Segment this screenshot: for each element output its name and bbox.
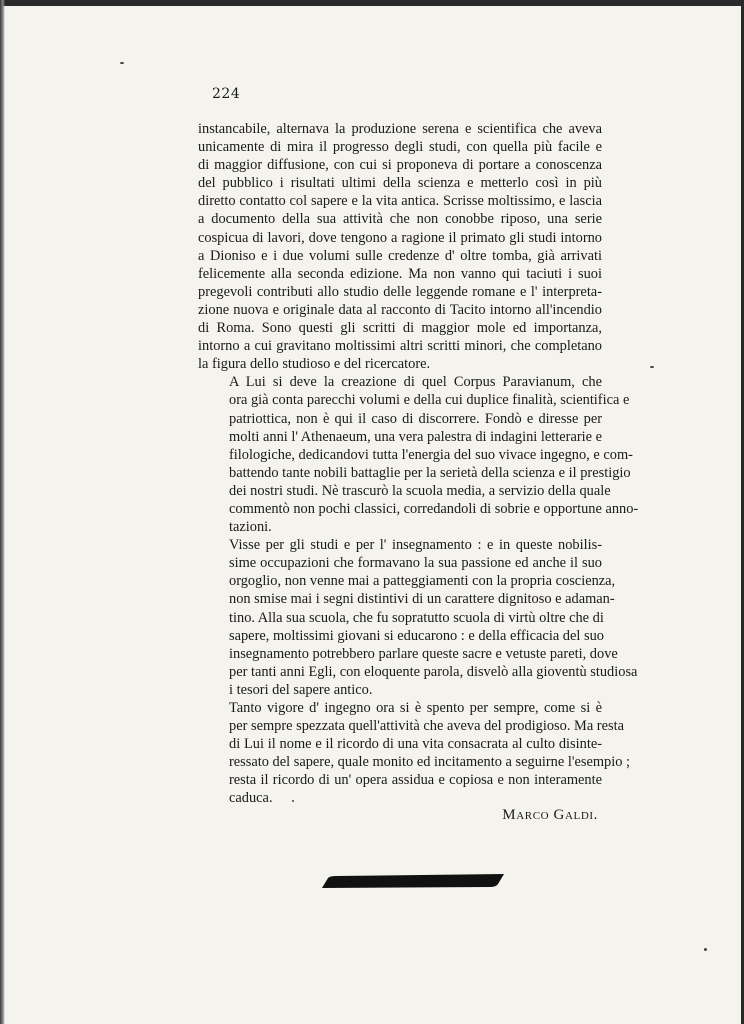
article-body [198, 120, 639, 808]
text-line: sime occupazioni che formavano la sua passione ed anche il suo [229, 555, 602, 572]
text-line: per sempre spezzata quell'attività che aveva del prodigioso. Ma resta [229, 718, 624, 735]
text-line: ressato del sapere, quale monito ed incitamento a seguirne l'esempio ; [229, 754, 631, 771]
paragraph-4 [198, 699, 631, 808]
paper-speck [292, 800, 294, 802]
text-line: filologiche, dedicandovi tutta l'energia del suo vivace ingegno, e com- [229, 446, 633, 463]
text-line: instancabile, alternava la produzione serena e scientifica che aveva [198, 121, 602, 137]
text-line: ora già conta parecchi volumi e della cui duplice finalità, scientifica e [229, 392, 630, 409]
text-line: intorno a cui gravitano moltissimi altri scritti minori, che completano [198, 338, 602, 355]
text-line: commentò non pochi classici, corredandoli di sobrie e opportune anno- [229, 500, 639, 517]
page-number: 224 [212, 86, 241, 102]
text-line: tazioni. [229, 519, 272, 536]
text-line: tino. Alla sua scuola, che fu sopratutto scuola di virtù oltre che di [229, 609, 604, 626]
text-line: di Roma. Sono questi gli scritti di maggior mole ed importanza, [198, 320, 602, 337]
text-line: la figura dello studioso e del ricercatore. [198, 356, 431, 373]
text-line: unicamente di mira il progresso degli studi, con quella più facile e [198, 139, 602, 156]
paragraph-2 [198, 373, 639, 536]
text-line: a Dioniso e i due volumi sulle credenze d' oltre tomba, già arrivati [198, 247, 602, 264]
text-line: a documento della sua attività che non conobbe riposo, una serie [198, 211, 602, 228]
text-line: insegnamento potrebbero parlare queste sacre e vetuste pareti, dove [229, 645, 618, 662]
text-line: caduca. [229, 790, 273, 807]
text-line: per tanti anni Egli, con eloquente parola, disvelò alla gioventù studiosa [229, 663, 638, 680]
text-line: dei nostri studi. Nè trascurò la scuola media, a servizio della quale [229, 482, 611, 499]
paper-speck [650, 366, 654, 368]
text-line: di maggior diffusione, con cui si proponeva di portare a conoscenza [198, 157, 602, 174]
text-line: cospicua di lavori, dove tengono a ragione il primato gli studi intorno [198, 229, 602, 246]
text-line: Tanto vigore d' ingegno ora si è spento per sempre, come si è [229, 700, 602, 716]
paper-speck [704, 948, 707, 951]
page-top-border [0, 0, 744, 6]
author-signature: Marco Galdi. [502, 807, 598, 823]
text-line: del pubblico i risultati ultimi della scienza e metterlo così in più [198, 175, 602, 192]
text-line: zione nuova e originale data al racconto di Tacito intorno all'incendio [198, 301, 602, 318]
text-line: resta il ricordo di un' opera assidua e copiosa e non interamente [229, 772, 602, 789]
text-line: i tesori del sapere antico. [229, 681, 373, 698]
text-line: pregevoli contributi allo studio delle leggende romane e l' interpreta- [198, 283, 602, 300]
closing-ornament [322, 872, 504, 890]
paper-speck [120, 62, 124, 64]
text-line: orgoglio, non venne mai a patteggiamenti con la propria coscienza, [229, 573, 616, 590]
paragraph-1 [198, 120, 602, 373]
text-line: molti anni l' Athenaeum, una vera palestra di indagini letterarie e [229, 428, 603, 445]
text-line: non smise mai i segni distintivi di un carattere dignitoso e adaman- [229, 591, 615, 608]
text-line: diretto contatto col sapere e la vita antica. Scrisse moltissimo, e lascia [198, 193, 602, 210]
paragraph-3 [198, 536, 638, 699]
text-line: A Lui si deve la creazione di quel Corpus Paravianum, che [229, 374, 602, 391]
text-line: battendo tante nobili battaglie per la serietà della scienza e il prestigio [229, 464, 631, 481]
text-line: felicemente alla seconda edizione. Ma non vanno qui taciuti i suoi [198, 265, 602, 282]
text-line: Visse per gli studi e per l' insegnamento : e in queste nobilis- [229, 537, 602, 554]
text-line: patriottica, non è qui il caso di discorrere. Fondò e diresse per [229, 410, 602, 427]
page-left-edge [0, 0, 5, 1024]
text-line: sapere, moltissimi giovani si educarono : e della efficacia del suo [229, 627, 604, 644]
text-line: di Lui il nome e il ricordo di una vita consacrata al culto disinte- [229, 736, 602, 753]
